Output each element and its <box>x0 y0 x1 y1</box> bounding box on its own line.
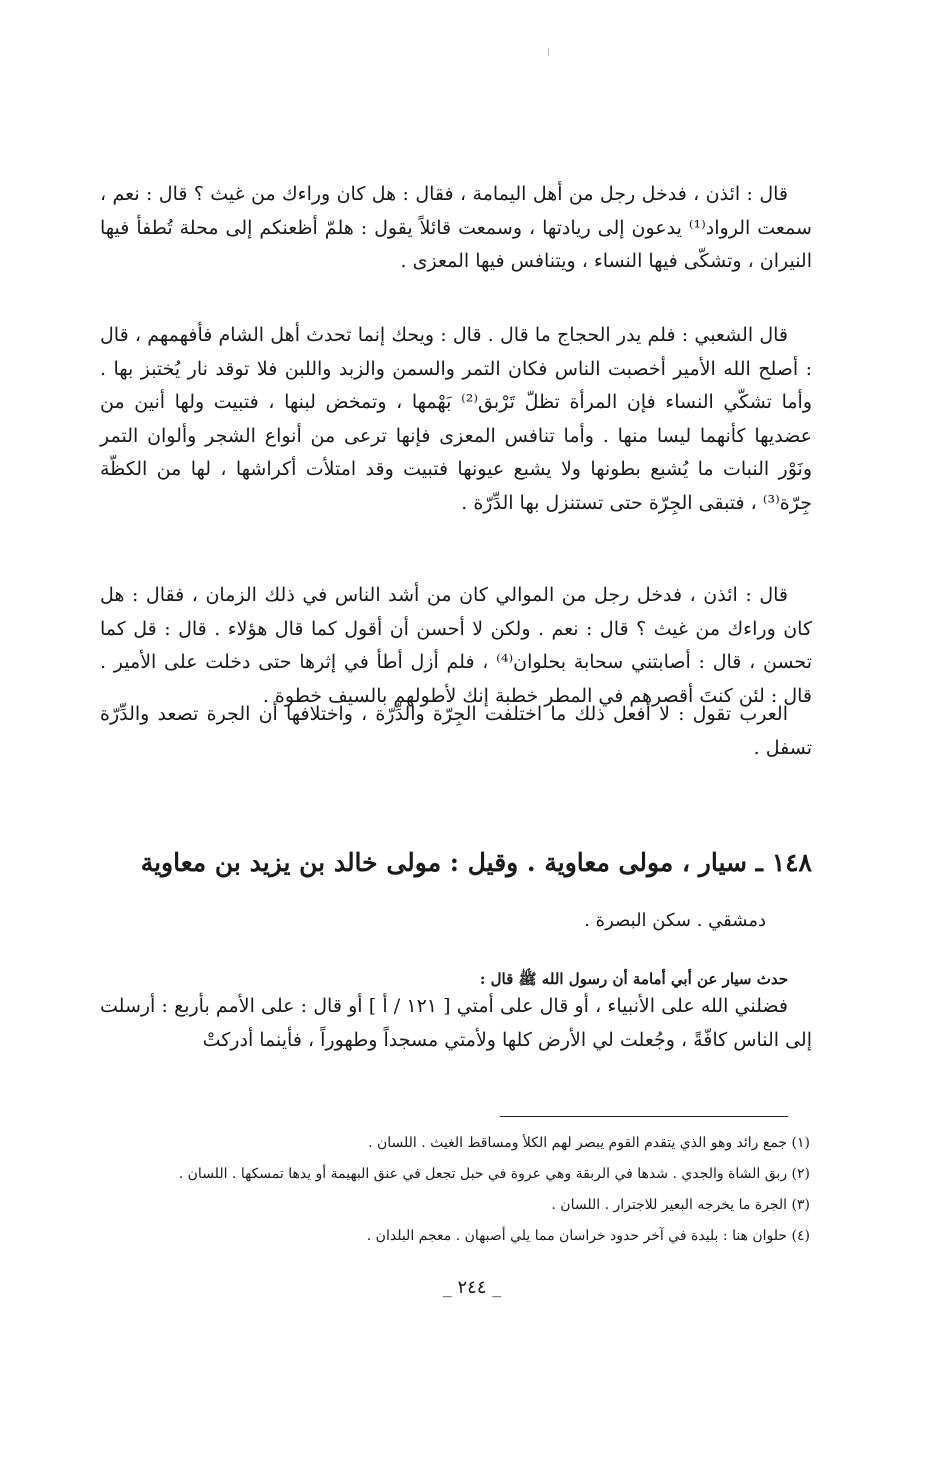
entry-hadith: فضلني الله على الأنبياء ، أو قال على أمتي [ ١٢١ / أ ] أو قال : على الأمم بأربع : أرسلت إلى الناس كافّةً ، وجُعلت لي الأرض كلها ولأمتي مسجداً وطهوراً ، فأينما أدركتْ <box>100 995 812 1051</box>
footnote-item: (٣) الجرة ما يخرجه البعير للاجترار . اللسان . <box>551 1197 810 1213</box>
footnote-item: (٢) ربق الشاة والجدي . شدها في الربقة وهي عروة في حبل تجعل في عنق البهيمة أو يدها تمسكها . اللسان . <box>178 1166 810 1182</box>
footnotes <box>100 1128 810 1252</box>
entry-isnad: حدث سيار عن أبي أمامة أن رسول الله ﷺ قال : <box>479 970 788 988</box>
scan-mark <box>548 48 549 56</box>
footnote-item: (١) جمع رائد وهو الذي يتقدم القوم يبصر لهم الكلأ ومساقط الغيث . اللسان . <box>368 1135 810 1151</box>
page-number: _ ٢٤٤ _ <box>442 1277 502 1298</box>
paragraph-mawali: قال : ائذن ، فدخل رجل من الموالي كان من أشد الناس في ذلك الزمان ، فقال : هل كان وراءك من غيث ؟ قال : نعم . ولكن لا أحسن أن أقول كما قال هؤلاء . قال : قل كما تحسن ، قال : أصابتني سحابة بحلوان⁽⁴⁾ ، فلم أزل أطأ في إثرها حتى دخلت على الأمير . قال : لئن كنتَ أقصرهم في المطر خطبة إنك لأطولهم بالسيف خطوة . <box>100 584 812 707</box>
footnote-item: (٤) حلوان هنا : بليدة في آخر حدود خراسان مما يلي أصبهان . معجم البلدان . <box>366 1228 810 1244</box>
paragraph-shabi: قال الشعبي : فلم يدر الحجاج ما قال . قال : ويحك إنما تحدث أهل الشام فأفهمهم ، قال : أصلح الله الأمير أخصبت الناس فكان التمر والسمن والزبد واللبن فلا توقد نار يُختبز بها . وأما تشكّي النساء فإن المرأة تظلّ تَرْبق⁽²⁾ بَهْمها ، وتمخض لبنها ، فتبيت ولها أنين من عضديها كأنهما ليسا منها . وأما تنافس المعزى فإنها ترعى من أنواع الشجر وألوان التمر ونَوْر النبات ما يُشبع بطونها ولا يشبع عيونها فتبيت وقد امتلأت أكراشها ، لها من الكظّة جِرّة⁽³⁾ ، فتبقى الجِرّة حتى تستنزل بها الدِّرّة . <box>100 324 812 514</box>
paragraph-yamama: قال : ائذن ، فدخل رجل من أهل اليمامة ، فقال : هل كان وراءك من غيث ؟ قال : نعم ، سمعت الرواد⁽¹⁾ يدعون إلى ريادتها ، وسمعت قائلاً يقول : هلمّ أظعنكم إلى محلة تُطفأ فيها النيران ، وتشكّى فيها النساء ، ويتنافس فيها المعزى . <box>100 183 812 272</box>
paragraph-arab-saying: العرب تقول : لا أفعل ذلك ما اختلفت الجِرّة والدِّرّة ، واختلافها أن الجرة تصعد والدِّرّة تسفل . <box>100 703 812 759</box>
entry-heading: ١٤٨ ـ سيار ، مولى معاوية . وقيل : مولى خالد بن يزيد بن معاوية <box>140 848 812 877</box>
entry-origin: دمشقي . سكن البصرة . <box>584 910 766 931</box>
footnote-divider <box>500 1116 788 1117</box>
